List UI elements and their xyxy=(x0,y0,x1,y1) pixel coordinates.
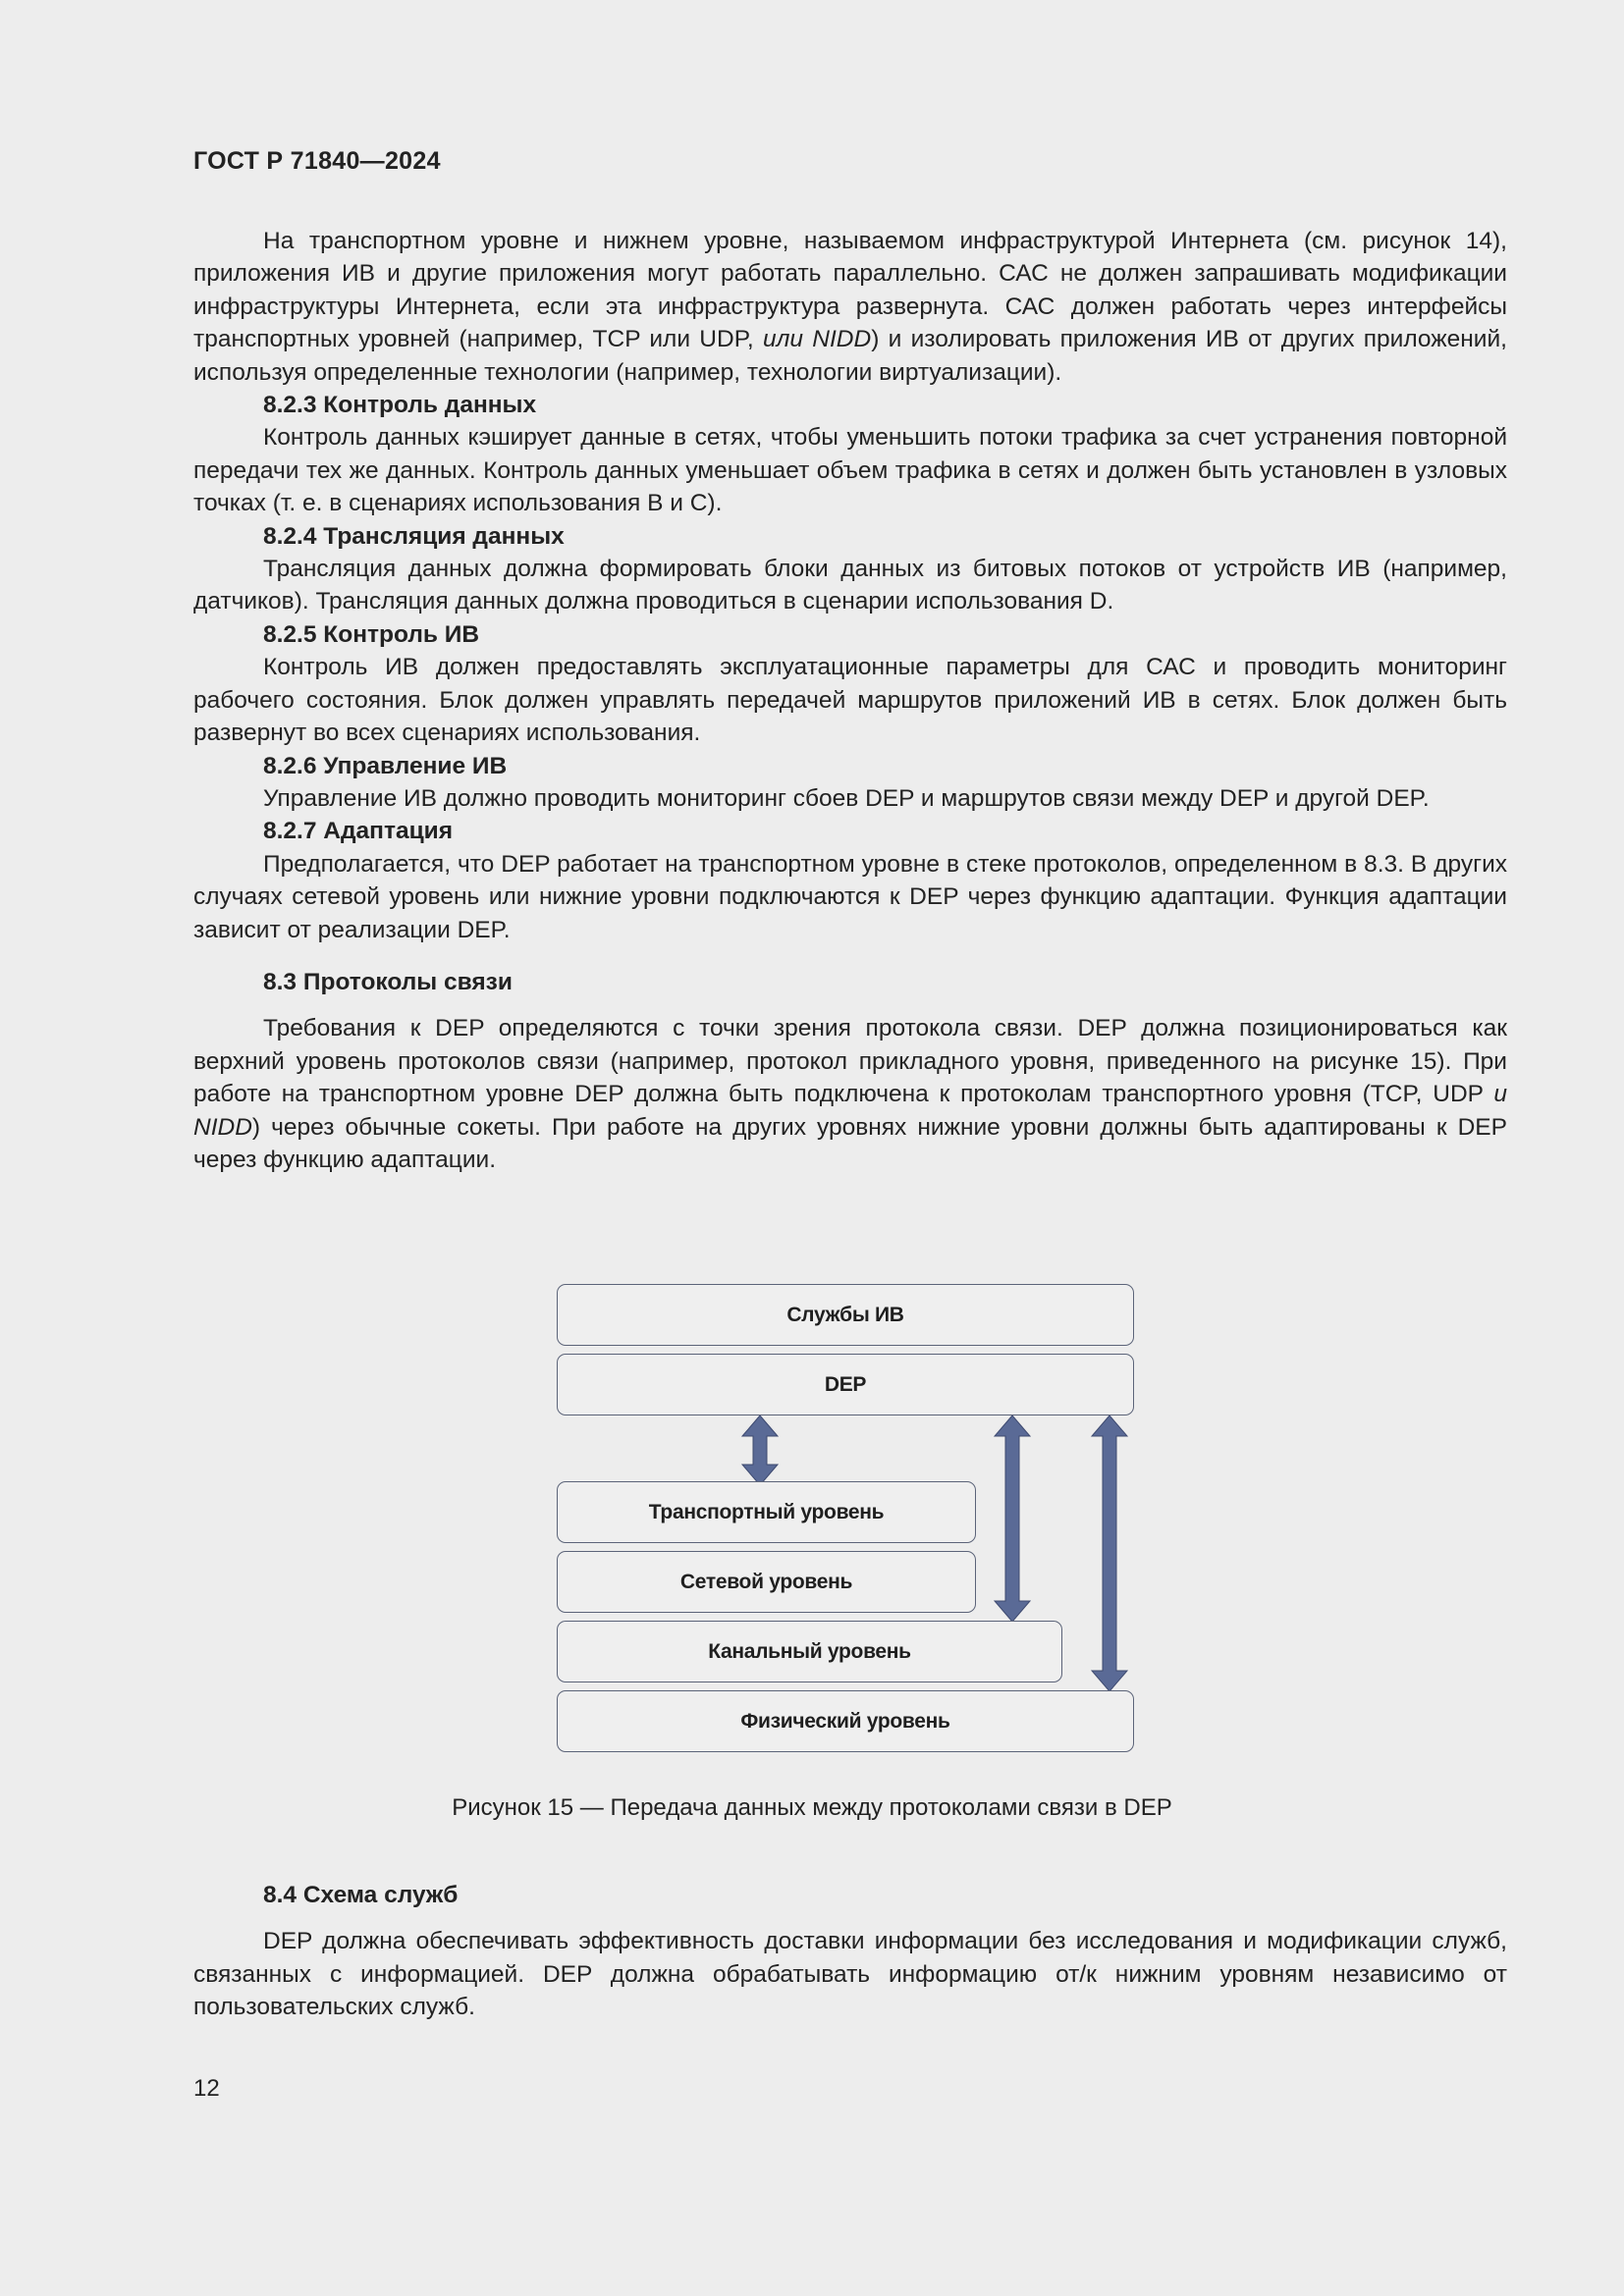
arrow-dep-network xyxy=(995,1415,1030,1622)
paragraph-8-4: DEP должна обеспечивать эффективность доставки информации без исследования и модификации служб, связанных с информацией. DEP должна обрабатывать информацию от/к нижним уровням независимо от пользовательских служб. xyxy=(193,1928,1507,2021)
arrow-dep-link-shape xyxy=(1092,1415,1127,1691)
heading-8-2-6: 8.2.6 Управление ИВ xyxy=(263,752,508,779)
layer-transport: Транспортный уровень xyxy=(557,1481,976,1543)
paragraph-intro: На транспортном уровне и нижнем уровне, называемом инфраструктурой Интернета (см. рисунок 14), приложения ИВ и другие приложения могут работать параллельно. САС не должен запрашивать модификации инфраструктуры Интернета, если эта инфраструктура развернута. САС должен работать через интерфейсы транспортных уровней (например, TCP или UDP, или NIDD) и изолировать приложения ИВ от других приложений, используя определенные технологии (например, технологии виртуализации). xyxy=(193,228,1507,386)
paragraph-8-2-5: Контроль ИВ должен предоставлять эксплуатационные параметры для САС и проводить мониторинг рабочего состояния. Блок должен управлять передачей маршрутов приложений ИВ в сетях. Блок должен быть развернут во всех сценариях использования. xyxy=(193,654,1507,747)
arrow-dep-link xyxy=(1092,1415,1127,1691)
figure-caption: Рисунок 15 — Передача данных между протоколами связи в DEP xyxy=(452,1794,1172,1821)
document-code: ГОСТ Р 71840—2024 xyxy=(193,147,441,175)
heading-8-4: 8.4 Схема служб xyxy=(263,1882,459,1908)
layer-physical: Физический уровень xyxy=(557,1690,1134,1752)
heading-8-3: 8.3 Протоколы связи xyxy=(263,968,513,995)
layer-dep: DEP xyxy=(557,1354,1134,1415)
page-number: 12 xyxy=(193,2075,220,2102)
layer-link: Канальный уровень xyxy=(557,1621,1062,1682)
paragraph-8-3: Требования к DEP определяются с точки зрения протокола связи. DEP должна позиционироваться как верхний уровень протоколов связи (например, протокол прикладного уровня, приведенного на рисунке 15). При работе на транспортном уровне DEP должна быть подключена к протоколам транспортного уровня (TCP, UDP и NIDD) через обычные сокеты. При работе на других уровнях нижние уровни должны быть адаптированы к DEP через функцию адаптации. xyxy=(193,1015,1507,1173)
arrow-dep-transport-shape xyxy=(742,1415,778,1485)
paragraph-8-2-7: Предполагается, что DEP работает на транспортном уровне в стеке протоколов, определенном в 8.3. В других случаях сетевой уровень или нижние уровни подключаются к DEP через функцию адаптации. Функция адаптации зависит от реализации DEP. xyxy=(193,850,1507,943)
protocol-stack-figure xyxy=(555,1281,1144,1762)
heading-8-2-5: 8.2.5 Контроль ИВ xyxy=(263,620,480,648)
heading-8-2-4: 8.2.4 Трансляция данных xyxy=(263,522,565,550)
heading-8-2-7: 8.2.7 Адаптация xyxy=(263,818,454,845)
section-8-4 xyxy=(193,1879,1507,2024)
paragraph-8-2-3: Контроль данных кэширует данные в сетях, чтобы уменьшить потоки трафика за счет устранения повторной передачи тех же данных. Контроль данных уменьшает объем трафика в сетях и должен быть установлен в узловых точках (т. е. в сценариях использования B и C). xyxy=(193,424,1507,517)
heading-8-2-3: 8.2.3 Контроль данных xyxy=(263,392,537,419)
paragraph-8-2-6: Управление ИВ должно проводить мониторинг сбоев DEP и маршрутов связи между DEP и другой DEP. xyxy=(263,784,1430,812)
paragraph-8-2-4: Трансляция данных должна формировать блоки данных из битовых потоков от устройств ИВ (например, датчиков). Трансляция данных должна проводиться в сценарии использования D. xyxy=(193,556,1507,615)
main-text-block xyxy=(193,225,1507,1176)
arrow-dep-network-shape xyxy=(995,1415,1030,1622)
layer-network: Сетевой уровень xyxy=(557,1551,976,1613)
arrow-dep-transport xyxy=(742,1415,778,1485)
layer-services: Службы ИВ xyxy=(557,1284,1134,1346)
